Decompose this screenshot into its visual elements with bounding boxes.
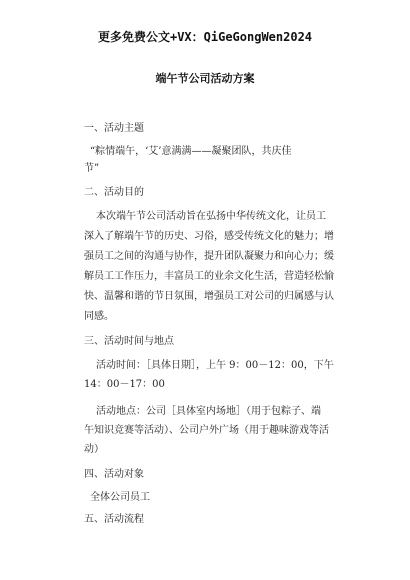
purpose-line-1: 本次端午节公司活动旨在弘扬中华传统文化，让员工 — [96, 211, 326, 222]
time-line-2: 14：00－17：00 — [84, 379, 165, 390]
section-heading-target: 四、活动对象 — [84, 469, 144, 480]
purpose-line-6: 同感。 — [84, 311, 114, 322]
purpose-line-2: 深入了解端午节的历史、习俗，感受传统文化的魅力；增 — [84, 231, 334, 242]
time-line-1: 活动时间：［具体日期］，上午 9：00－12：00，下午 — [96, 360, 334, 371]
section-heading-theme: 一、活动主题 — [84, 123, 144, 134]
target-text: 全体公司员工 — [90, 492, 150, 503]
theme-text-line-2: 节” — [84, 163, 100, 174]
promo-banner: 更多免费公文+VX：QiGeGongWen2024 — [97, 30, 313, 44]
purpose-line-5: 快、温馨和谐的节日氛围，增强员工对公司的归属感与认 — [84, 291, 334, 302]
purpose-line-3: 强员工之间的沟通与协作，提升团队凝聚力和向心力；缓 — [84, 251, 334, 262]
section-heading-process: 五、活动流程 — [84, 514, 144, 525]
document-title: 端午节公司活动方案 — [155, 72, 255, 85]
section-heading-purpose: 二、活动目的 — [84, 187, 144, 198]
place-line-1: 活动地点：公司［具体室内场地］（用于包粽子、端 — [96, 406, 321, 417]
place-line-2: 午知识竞赛等活动）、公司户外广场（用于趣味游戏等活 — [84, 425, 329, 436]
theme-text-line-1: “粽情端午，‘艾’意满满——凝聚团队，共庆佳 — [90, 146, 292, 157]
purpose-line-4: 解员工工作压力，丰富员工的业余文化生活，营造轻松愉 — [84, 271, 334, 282]
place-line-3: 动） — [84, 444, 104, 455]
section-heading-time-place: 三、活动时间与地点 — [84, 336, 174, 347]
